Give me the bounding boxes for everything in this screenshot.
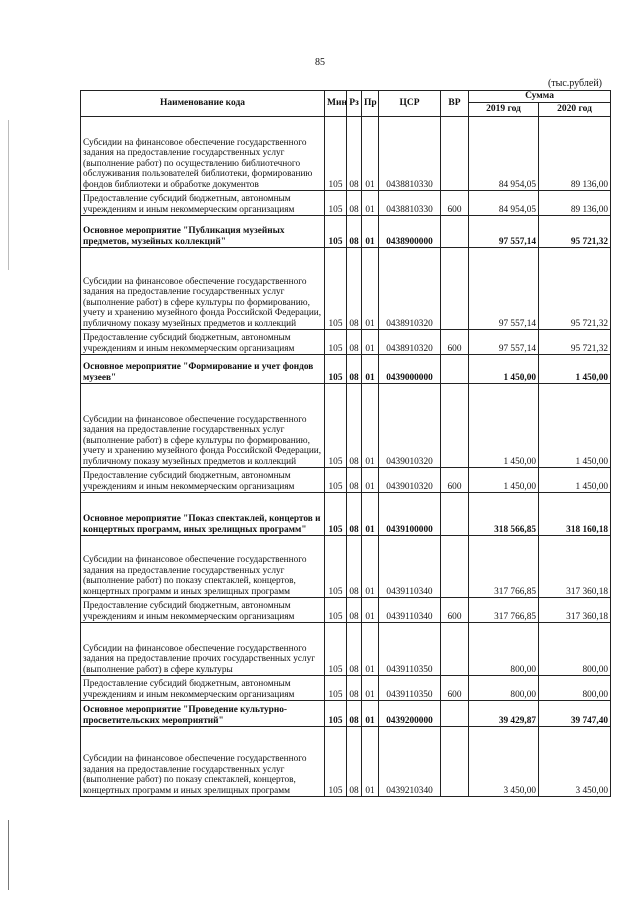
- cell-csr: 0439010320: [379, 468, 441, 493]
- cell-min: 105: [325, 384, 347, 468]
- cell-name: Предоставление субсидий бюджетным, автономным учреждениям и иным некоммерческим организациям: [81, 598, 325, 623]
- table-row: [81, 536, 611, 598]
- cell-pr: 01: [362, 330, 379, 355]
- cell-pr: 01: [362, 468, 379, 493]
- cell-rz: 08: [347, 384, 362, 468]
- cell-csr: 0438910320: [379, 330, 441, 355]
- table-row: [81, 355, 611, 384]
- cell-vr: [441, 493, 469, 536]
- cell-vr: [441, 117, 469, 191]
- cell-min: 105: [325, 493, 347, 536]
- cell-rz: 08: [347, 676, 362, 701]
- table-row: [81, 330, 611, 355]
- cell-min: 105: [325, 330, 347, 355]
- cell-vr: 600: [441, 468, 469, 493]
- cell-pr: 01: [362, 536, 379, 598]
- cell-2020: 95 721,32: [539, 216, 611, 248]
- cell-rz: 08: [347, 468, 362, 493]
- header-min: Мин: [325, 91, 347, 117]
- cell-min: 105: [325, 248, 347, 330]
- table-row: [81, 117, 611, 191]
- cell-rz: 08: [347, 598, 362, 623]
- cell-csr: 0438810330: [379, 191, 441, 216]
- cell-2019: 39 429,87: [469, 701, 539, 727]
- cell-name: Субсидии на финансовое обеспечение государственного задания на предоставление прочих государственных услуг (выполнение работ) в сфере культуры: [81, 623, 325, 676]
- cell-min: 105: [325, 216, 347, 248]
- cell-min: 105: [325, 536, 347, 598]
- cell-min: 105: [325, 191, 347, 216]
- cell-2019: 97 557,14: [469, 330, 539, 355]
- cell-vr: [441, 701, 469, 727]
- cell-vr: 600: [441, 191, 469, 216]
- table-row: [81, 701, 611, 727]
- cell-vr: 600: [441, 598, 469, 623]
- cell-name: Предоставление субсидий бюджетным, автономным учреждениям и иным некоммерческим организациям: [81, 330, 325, 355]
- cell-vr: [441, 727, 469, 797]
- cell-rz: 08: [347, 248, 362, 330]
- cell-2020: 1 450,00: [539, 468, 611, 493]
- cell-name: Предоставление субсидий бюджетным, автономным учреждениям и иным некоммерческим организациям: [81, 468, 325, 493]
- scan-edge-mark: [8, 820, 9, 890]
- cell-rz: 08: [347, 191, 362, 216]
- cell-csr: 0438810330: [379, 117, 441, 191]
- table-row: [81, 248, 611, 330]
- cell-csr: 0439110340: [379, 598, 441, 623]
- cell-2020: 1 450,00: [539, 384, 611, 468]
- cell-min: 105: [325, 355, 347, 384]
- cell-rz: 08: [347, 355, 362, 384]
- cell-vr: [441, 216, 469, 248]
- cell-2020: 317 360,18: [539, 536, 611, 598]
- cell-2019: 1 450,00: [469, 355, 539, 384]
- cell-name: Субсидии на финансовое обеспечение государственного задания на предоставление государственных услуг (выполнение работ) в сфере культуры по формированию, учету и хранению музейного фонда Российской Федерации, публичному показу музейных предметов и коллекций: [81, 248, 325, 330]
- cell-vr: 600: [441, 676, 469, 701]
- cell-name: Предоставление субсидий бюджетным, автономным учреждениям и иным некоммерческим организациям: [81, 191, 325, 216]
- cell-2019: 97 557,14: [469, 248, 539, 330]
- header-sum: Сумма: [469, 91, 611, 103]
- cell-csr: 0439110340: [379, 536, 441, 598]
- cell-min: 105: [325, 676, 347, 701]
- page-number: 85: [315, 57, 325, 68]
- budget-table: [80, 90, 611, 797]
- cell-min: 105: [325, 598, 347, 623]
- table-row: [81, 493, 611, 536]
- cell-pr: 01: [362, 701, 379, 727]
- cell-vr: [441, 536, 469, 598]
- cell-pr: 01: [362, 117, 379, 191]
- cell-2019: 97 557,14: [469, 216, 539, 248]
- cell-2019: 800,00: [469, 676, 539, 701]
- cell-name: Предоставление субсидий бюджетным, автономным учреждениям и иным некоммерческим организациям: [81, 676, 325, 701]
- header-csr: ЦСР: [379, 91, 441, 117]
- cell-rz: 08: [347, 727, 362, 797]
- cell-vr: 600: [441, 330, 469, 355]
- cell-min: 105: [325, 117, 347, 191]
- cell-2020: 89 136,00: [539, 191, 611, 216]
- cell-min: 105: [325, 623, 347, 676]
- cell-2019: 3 450,00: [469, 727, 539, 797]
- cell-2019: 800,00: [469, 623, 539, 676]
- cell-name: Основное мероприятие "Публикация музейных предметов, музейных коллекций": [81, 216, 325, 248]
- cell-vr: [441, 248, 469, 330]
- cell-2019: 84 954,05: [469, 117, 539, 191]
- cell-2019: 1 450,00: [469, 384, 539, 468]
- cell-rz: 08: [347, 330, 362, 355]
- cell-2020: 39 747,40: [539, 701, 611, 727]
- units-label: (тыс.рублей): [547, 78, 602, 89]
- header-year-2019: 2019 год: [469, 103, 539, 117]
- header-year-2020: 2020 год: [539, 103, 611, 117]
- cell-csr: 0439200000: [379, 701, 441, 727]
- table-row: [81, 216, 611, 248]
- cell-pr: 01: [362, 355, 379, 384]
- cell-2020: 1 450,00: [539, 355, 611, 384]
- cell-name: Субсидии на финансовое обеспечение государственного задания на предоставление государственных услуг (выполнение работ) в сфере культуры по формированию, учету и хранению музейного фонда Российской Федерации, публичному показу музейных предметов и коллекций: [81, 384, 325, 468]
- cell-pr: 01: [362, 727, 379, 797]
- cell-rz: 08: [347, 623, 362, 676]
- cell-min: 105: [325, 701, 347, 727]
- cell-csr: 0438900000: [379, 216, 441, 248]
- cell-2020: 95 721,32: [539, 330, 611, 355]
- cell-2020: 800,00: [539, 676, 611, 701]
- cell-name: Субсидии на финансовое обеспечение государственного задания на предоставление государственных услуг (выполнение работ) по показу спектаклей, концертов, концертных программ и иных зрелищных программ: [81, 536, 325, 598]
- cell-min: 105: [325, 727, 347, 797]
- table-row: [81, 468, 611, 493]
- cell-pr: 01: [362, 623, 379, 676]
- header-rz: Рз: [347, 91, 362, 117]
- cell-csr: 0438910320: [379, 248, 441, 330]
- cell-csr: 0439100000: [379, 493, 441, 536]
- cell-csr: 0439210340: [379, 727, 441, 797]
- cell-csr: 0439000000: [379, 355, 441, 384]
- cell-pr: 01: [362, 598, 379, 623]
- cell-2020: 95 721,32: [539, 248, 611, 330]
- cell-2019: 84 954,05: [469, 191, 539, 216]
- cell-name: Субсидии на финансовое обеспечение государственного задания на предоставление государственных услуг (выполнение работ) по показу спектаклей, концертов, концертных программ и иных зрелищных программ: [81, 727, 325, 797]
- cell-vr: [441, 623, 469, 676]
- scan-edge-mark: [8, 120, 9, 270]
- cell-2019: 318 566,85: [469, 493, 539, 536]
- table-row: [81, 384, 611, 468]
- cell-2019: 317 766,85: [469, 598, 539, 623]
- header-pr: Пр: [362, 91, 379, 117]
- cell-name: Субсидии на финансовое обеспечение государственного задания на предоставление государственных услуг (выполнение работ) по осуществлению библиотечного обслуживания пользователей библиотеки, формированию фондов библиотеки и обработке документов: [81, 117, 325, 191]
- table-row: [81, 598, 611, 623]
- cell-rz: 08: [347, 216, 362, 248]
- cell-rz: 08: [347, 536, 362, 598]
- cell-pr: 01: [362, 493, 379, 536]
- cell-pr: 01: [362, 248, 379, 330]
- cell-rz: 08: [347, 117, 362, 191]
- cell-pr: 01: [362, 676, 379, 701]
- cell-2019: 317 766,85: [469, 536, 539, 598]
- cell-2020: 3 450,00: [539, 727, 611, 797]
- header-name: Наименование кода: [81, 91, 325, 117]
- cell-pr: 01: [362, 216, 379, 248]
- cell-2020: 318 160,18: [539, 493, 611, 536]
- cell-vr: [441, 355, 469, 384]
- cell-name: Основное мероприятие "Показ спектаклей, концертов и концертных программ, иных зрелищных программ": [81, 493, 325, 536]
- table-row: [81, 191, 611, 216]
- cell-2019: 1 450,00: [469, 468, 539, 493]
- table-row: [81, 676, 611, 701]
- cell-2020: 317 360,18: [539, 598, 611, 623]
- cell-2020: 89 136,00: [539, 117, 611, 191]
- cell-csr: 0439010320: [379, 384, 441, 468]
- cell-csr: 0439110350: [379, 676, 441, 701]
- cell-pr: 01: [362, 384, 379, 468]
- header-vr: ВР: [441, 91, 469, 117]
- cell-pr: 01: [362, 191, 379, 216]
- table-row: [81, 623, 611, 676]
- cell-name: Основное мероприятие "Проведение культурно-просветительских мероприятий": [81, 701, 325, 727]
- cell-name: Основное мероприятие "Формирование и учет фондов музеев": [81, 355, 325, 384]
- cell-rz: 08: [347, 493, 362, 536]
- cell-vr: [441, 384, 469, 468]
- cell-2020: 800,00: [539, 623, 611, 676]
- cell-csr: 0439110350: [379, 623, 441, 676]
- cell-rz: 08: [347, 701, 362, 727]
- table-row: [81, 727, 611, 797]
- cell-min: 105: [325, 468, 347, 493]
